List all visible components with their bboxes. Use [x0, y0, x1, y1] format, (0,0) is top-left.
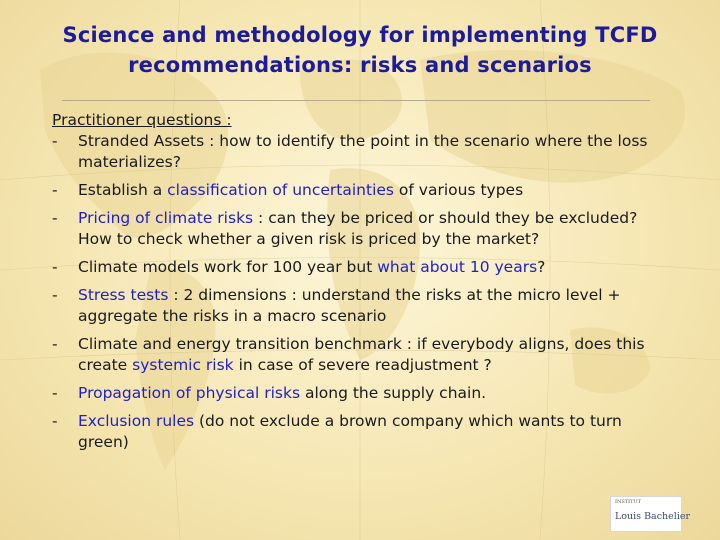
bullet-dash: -: [52, 132, 58, 150]
highlighted-text: Propagation of physical risks: [78, 384, 301, 402]
slide-title: Science and methodology for implementing TCFD recommendations: risks and scenarios: [62, 23, 658, 77]
question-item: [52, 131, 672, 173]
question-item: [52, 208, 672, 250]
highlighted-text: systemic risk: [132, 356, 234, 374]
institut-louis-bachelier-logo: [610, 496, 691, 532]
bullet-dash: -: [52, 258, 58, 276]
bullet-dash: -: [52, 181, 58, 199]
item-text: Climate and energy transition benchmark : if everybody aligns, does this create: [78, 335, 645, 374]
bullet-dash: -: [52, 286, 58, 304]
item-text: Stranded Assets : how to identify the point in the scenario where the loss materializes?: [78, 132, 648, 171]
highlighted-text: Stress tests: [78, 286, 169, 304]
practitioner-questions-heading: Practitioner questions :: [52, 111, 232, 129]
question-item: [52, 334, 672, 376]
bullet-dash: -: [52, 412, 58, 430]
question-list: [52, 131, 672, 453]
question-item: [52, 285, 672, 327]
item-text: Climate models work for 100 year but: [78, 258, 378, 276]
bullet-dash: -: [52, 335, 58, 353]
question-item: [52, 383, 672, 404]
item-text: Establish a: [78, 181, 168, 199]
question-item: [52, 411, 672, 453]
item-text: (do not exclude a brown company which wants to turn green): [78, 412, 622, 451]
logo-name: Louis Bachelier: [615, 511, 691, 522]
highlighted-text: Exclusion rules: [78, 412, 195, 430]
item-text: : can they be priced or should they be excluded? How to check whether a given risk is priced by the market?: [78, 209, 638, 248]
highlighted-text: Pricing of climate risks: [78, 209, 254, 227]
item-text: in case of severe readjustment ?: [233, 356, 492, 374]
question-item: [52, 180, 672, 201]
question-item: [52, 257, 672, 278]
item-text: : 2 dimensions : understand the risks at the micro level + aggregate the risks in a macro scenario: [78, 286, 621, 325]
item-text: along the supply chain.: [300, 384, 487, 402]
title-divider: [62, 100, 650, 101]
item-text: ?: [537, 258, 546, 276]
bullet-dash: -: [52, 209, 58, 227]
bullet-dash: -: [52, 384, 58, 402]
highlighted-text: classification of uncertainties: [167, 181, 394, 199]
slide-body: [52, 110, 672, 453]
highlighted-text: what about 10 years: [377, 258, 538, 276]
logo-small-text: INSTITUT: [615, 499, 641, 505]
item-text: of various types: [394, 181, 524, 199]
